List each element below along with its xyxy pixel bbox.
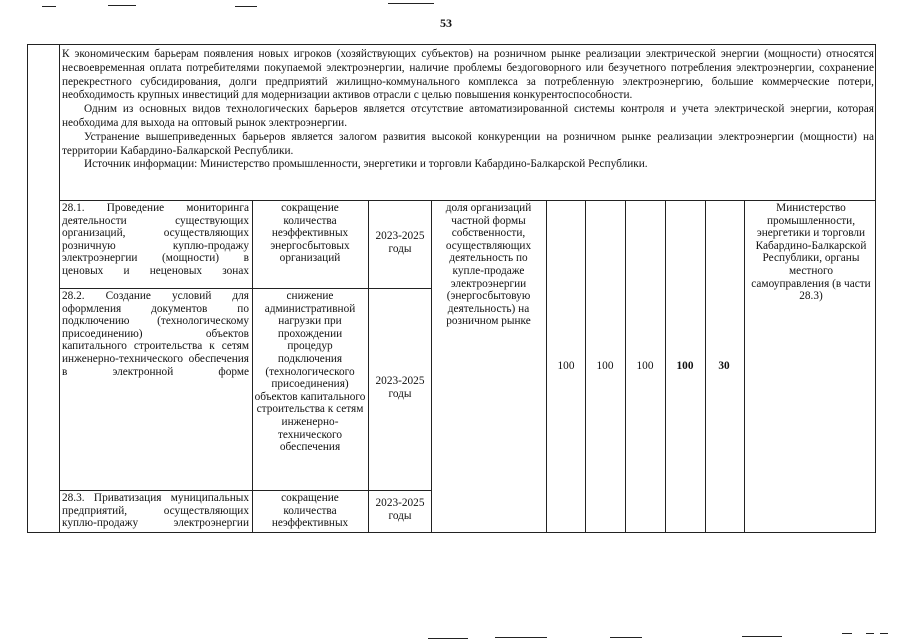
scan-mark (388, 3, 434, 4)
responsible-executors: Министерство промышленности, энергетики и торговли Кабардино-Балкарской Республики, органы местного самоуправления (в части 28.3) (751, 202, 871, 303)
indicator-value: 100 (557, 360, 575, 372)
column-divider (665, 200, 666, 532)
page-number: 53 (440, 16, 452, 30)
scan-mark (428, 638, 468, 639)
indicator-value: 100 (596, 360, 614, 372)
info-source: Источник информации: Министерство промышленности, энергетики и торговли Кабардино-Балкарской Республики. (84, 158, 648, 171)
result-28-2: снижение административной нагрузки при прохождении процедур подключения (технологического присоединения) объектов капитального строительства к сетям инженерно-технического обеспечения (254, 290, 366, 454)
indicator-value: 100 (676, 360, 694, 372)
column-divider (431, 200, 432, 532)
measure-28-2: 28.2. Создание условий для оформления документов по подключению (технологическому присоединению) объектов капитального строительства к сетям инженерно-технического обеспечения в электронной форме (62, 290, 249, 378)
paragraph: Устранение вышеприведенных барьеров является залогом развития высокой конкуренции на розничном рынке реализации электроэнергии (мощности) на территории Кабардино-Балкарской Республики. (62, 130, 874, 157)
result-28-3: сокращение количества неэффективных (271, 492, 349, 530)
paragraph: К экономическим барьерам появления новых игроков (хозяйствующих субъектов) на розничном рынке реализации электрической энергии (мощности) относятся несвоевременная оплата потребителями покупаемой электроэнергии, наличие проблемы бездоговорного или безучетного потребления электроэнергии, сохранение перекрестного субсидирования, долги предприятий жилищно-коммунального комплекса за потребленную электроэнергию, большие коммерческие потери, необходимость крупных инвестиций для модернизации активов отрасли с целью повышения конкурентоспособности. (62, 48, 874, 102)
measure-28-1: 28.1. Проведение мониторинга деятельности существующих организаций, осуществляющих розничную куплю-продажу электроэнергии (мощности) в ценовых и неценовых зонах (62, 202, 249, 277)
paragraph: Одним из основных видов технологических барьеров является отсутствие автоматизированной системы контроля и учета электрической энергии, которая необходима для выхода на оптовый рынок электроэнергии. (62, 103, 874, 129)
period-28-3: 2023-2025 годы (375, 497, 425, 522)
indicator-name: доля организаций частной формы собственности, осуществляющих деятельность по купле-продаже электроэнергии (энергосбытовую деятельность) на розничном рынке (445, 202, 532, 328)
row-divider (59, 490, 431, 491)
period-28-1: 2023-2025 годы (375, 230, 425, 255)
column-divider (585, 200, 586, 532)
scan-mark (842, 633, 852, 634)
column-divider (744, 200, 745, 532)
indicator-value: 30 (718, 360, 730, 372)
column-divider (546, 200, 547, 532)
column-divider (368, 200, 369, 532)
period-28-2: 2023-2025 годы (375, 375, 425, 400)
row-divider (59, 288, 431, 289)
row-divider (59, 200, 875, 201)
column-divider (625, 200, 626, 532)
barriers-description (62, 48, 874, 172)
scan-mark (495, 637, 547, 638)
result-28-1: сокращение количества неэффективных энергосбытовых организаций (270, 202, 350, 265)
scan-mark (610, 637, 642, 638)
scan-mark (880, 633, 888, 634)
scan-mark (42, 6, 56, 7)
column-divider (252, 200, 253, 532)
scan-mark (866, 633, 874, 634)
scan-mark (235, 6, 257, 7)
scan-mark (108, 5, 136, 6)
measures-table (27, 44, 876, 533)
measure-28-3: 28.3. Приватизация муниципальных предприятий, осуществляющих куплю-продажу электроэнергии (62, 492, 249, 530)
scan-mark (742, 636, 782, 637)
indicator-value: 100 (636, 360, 654, 372)
column-divider (705, 200, 706, 532)
